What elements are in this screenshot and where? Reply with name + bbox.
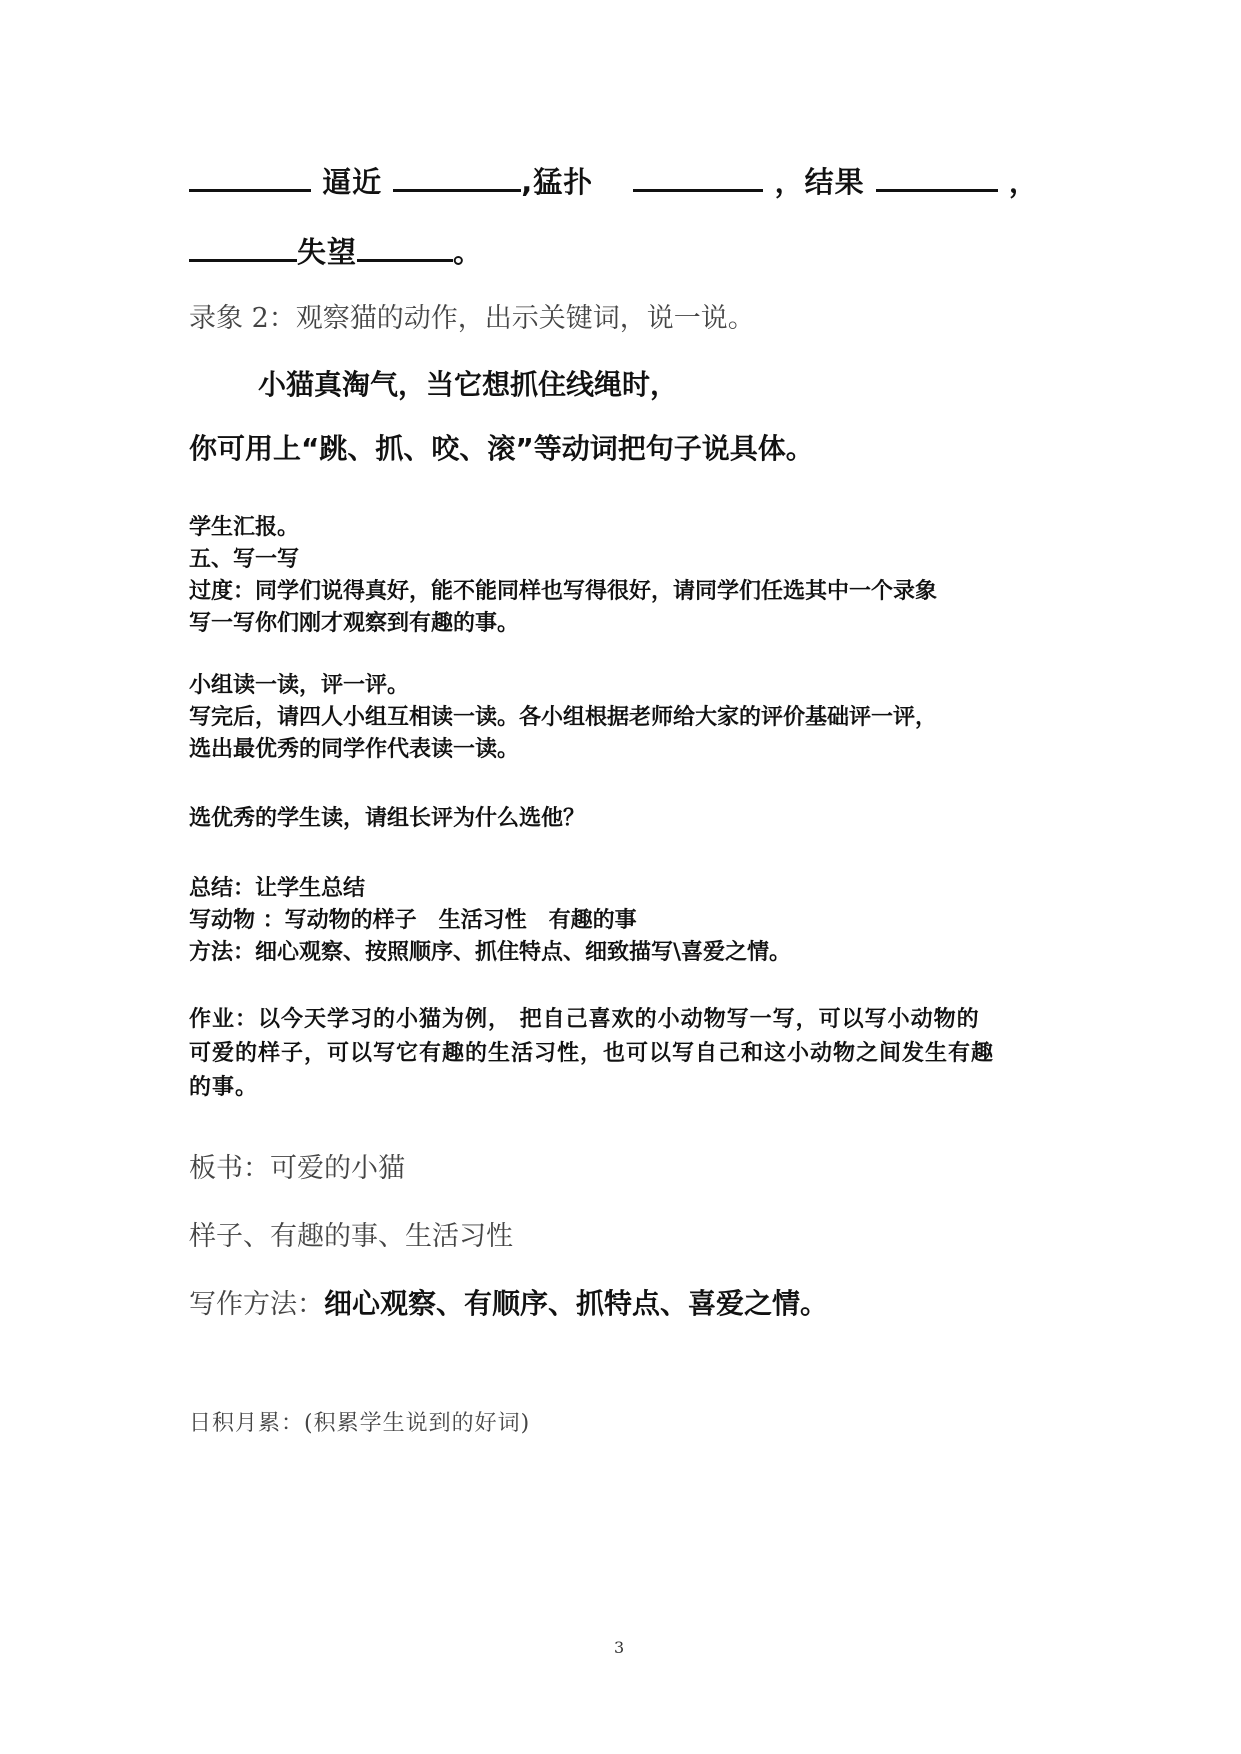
video-2-instruction: 录象 2：观察猫的动作，出示关键词，说一说。 [189,303,755,334]
fill-word: 失望 [297,235,358,269]
section-select-best: 选优秀的学生读，请组长评为什么选他？ [189,806,586,831]
section-summary [189,873,791,969]
blank [876,163,998,192]
blank [189,163,311,192]
paragraph-line: 学生汇报。 [189,515,300,540]
blank [189,233,297,262]
paragraph-line: 写一写你们刚才观察到有趣的事。 [189,611,520,636]
fill-word: 。 [453,235,484,269]
paragraph-line: 总结：让学生总结 [189,876,366,901]
paragraph-line: 小组读一读，评一评。 [189,673,410,698]
page-number: 3 [614,1638,625,1657]
fill-word: ， [1008,165,1039,199]
paragraph-line: 写动物 ：写动物的样子 生活习性 有趣的事 [189,908,637,933]
board-title: 板书：可爱的小猫 [189,1153,405,1184]
section-report-write [189,512,937,640]
blank [633,163,763,192]
prompt-line-1: 小猫真淘气，当它想抓住线绳时， [258,368,679,401]
section-heading: 五、写一写 [189,547,300,572]
fill-word: ,猛扑 [521,165,594,199]
paragraph-line: 方法：细心观察、按照顺序、抓住特点、细致描写\喜爱之情。 [189,940,792,965]
fill-in-line-1 [189,160,1039,201]
paragraph-line: 的事。 [189,1075,259,1100]
fill-in-line-2 [189,230,483,271]
paragraph-line: 写完后，请四人小组互相读一读。各小组根据老师给大家的评价基础评一评， [189,705,938,730]
blank [393,163,521,192]
homework [189,1003,994,1105]
prompt-line-2: 你可用上“跳、抓、咬、滚”等动词把句子说具体。 [189,432,814,465]
paragraph-line: 选出最优秀的同学作代表读一读。 [189,737,520,762]
daily-accumulation: 日积月累：(积累学生说到的好词) [189,1411,531,1436]
board-line-2: 样子、有趣的事、生活习性 [189,1221,513,1252]
fill-word: 逼近 [322,165,383,199]
paragraph-line: 可爱的样子，可以写它有趣的生活习性，也可以写自己和这小动物之间发生有趣 [189,1041,995,1066]
method-text: 细心观察、有顺序、抓特点、喜爱之情。 [324,1287,829,1320]
section-group-read [189,670,937,766]
board-writing-method [189,1282,828,1322]
blank [357,233,453,262]
method-label: 写作方法： [189,1289,324,1320]
paragraph-line: 作业：以今天学习的小猫为例， 把自己喜欢的小动物写一写，可以写小动物的 [189,1007,980,1032]
paragraph-line: 过度：同学们说得真好，能不能同样也写得很好，请同学们任选其中一个录象 [189,579,938,604]
fill-word: ，结果 [774,165,865,199]
